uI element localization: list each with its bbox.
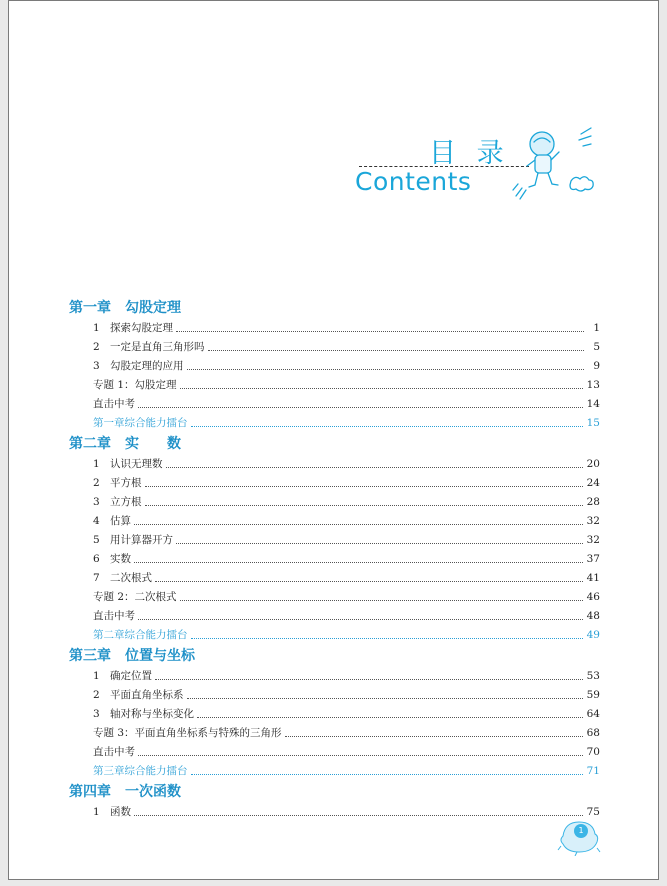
toc-entry[interactable] xyxy=(69,319,600,338)
toc-entry[interactable] xyxy=(69,338,600,357)
contents-heading xyxy=(9,1,660,221)
entry-page-number: 68 xyxy=(586,727,600,739)
entry-title: 专题 2：二次根式 xyxy=(93,591,177,603)
entry-page-number: 1 xyxy=(593,322,600,334)
entry-page-number: 13 xyxy=(586,379,600,391)
entry-title: 一定是直角三角形吗 xyxy=(110,341,205,353)
dot-leader xyxy=(180,388,583,389)
section-number: 2 xyxy=(93,689,100,701)
entry-page-number: 32 xyxy=(586,515,600,527)
entry-page-number: 32 xyxy=(586,534,600,546)
toc-entry[interactable] xyxy=(69,569,600,588)
entry-page-number: 70 xyxy=(586,746,600,758)
chapter-heading: 第三章 位置与坐标 xyxy=(69,648,195,664)
toc-entry[interactable] xyxy=(69,743,600,762)
dot-leader xyxy=(155,581,583,582)
dot-leader xyxy=(180,600,583,601)
section-number: 1 xyxy=(93,806,100,818)
dot-leader xyxy=(134,562,583,563)
section-number: 5 xyxy=(93,534,100,546)
entry-title: 探索勾股定理 xyxy=(110,322,173,334)
section-number: 7 xyxy=(93,572,100,584)
page-title: 目 录 xyxy=(429,138,510,169)
section-number: 3 xyxy=(93,360,100,372)
entry-title: 二次根式 xyxy=(110,572,152,584)
toc-entry[interactable] xyxy=(69,395,600,414)
toc-entry[interactable] xyxy=(69,531,600,550)
document-page xyxy=(8,0,659,880)
chapter-heading: 第四章 一次函数 xyxy=(69,784,181,800)
dot-leader xyxy=(197,717,583,718)
entry-title: 实数 xyxy=(110,553,131,565)
dot-leader xyxy=(208,350,585,351)
entry-title: 第三章综合能力擂台 xyxy=(93,765,188,777)
section-number: 2 xyxy=(93,341,100,353)
dot-leader xyxy=(134,815,583,816)
dot-leader xyxy=(134,524,583,525)
dot-leader xyxy=(285,736,583,737)
entry-title: 轴对称与坐标变化 xyxy=(110,708,194,720)
chapter-heading: 第二章 实 数 xyxy=(69,436,181,452)
entry-page-number: 14 xyxy=(586,398,600,410)
entry-title: 认识无理数 xyxy=(110,458,163,470)
toc-entry[interactable] xyxy=(69,762,600,781)
entry-page-number: 15 xyxy=(586,417,600,429)
entry-title: 函数 xyxy=(110,806,131,818)
entry-page-number: 46 xyxy=(586,591,600,603)
toc-entry[interactable] xyxy=(69,455,600,474)
dot-leader xyxy=(145,486,583,487)
page-number: 1 xyxy=(578,826,584,835)
entry-title: 专题 1：勾股定理 xyxy=(93,379,177,391)
section-number: 3 xyxy=(93,496,100,508)
dot-leader xyxy=(191,426,583,427)
entry-title: 第一章综合能力擂台 xyxy=(93,417,188,429)
entry-title: 勾股定理的应用 xyxy=(110,360,184,372)
toc-entry[interactable] xyxy=(69,512,600,531)
dot-leader xyxy=(187,698,583,699)
toc-entry[interactable] xyxy=(69,705,600,724)
section-number: 1 xyxy=(93,458,100,470)
toc-entry[interactable] xyxy=(69,686,600,705)
toc-entry[interactable] xyxy=(69,803,600,822)
entry-page-number: 9 xyxy=(593,360,600,372)
entry-title: 平方根 xyxy=(110,477,142,489)
section-number: 1 xyxy=(93,670,100,682)
entry-title: 估算 xyxy=(110,515,131,527)
entry-page-number: 59 xyxy=(586,689,600,701)
entry-page-number: 53 xyxy=(586,670,600,682)
entry-page-number: 64 xyxy=(586,708,600,720)
section-number: 1 xyxy=(93,322,100,334)
dot-leader xyxy=(191,638,583,639)
toc-entry[interactable] xyxy=(69,376,600,395)
dot-leader xyxy=(138,755,583,756)
toc-entry[interactable] xyxy=(69,667,600,686)
entry-title: 立方根 xyxy=(110,496,142,508)
entry-page-number: 24 xyxy=(586,477,600,489)
dot-leader xyxy=(155,679,583,680)
entry-title: 直击中考 xyxy=(93,746,135,758)
dot-leader xyxy=(166,467,583,468)
entry-page-number: 71 xyxy=(586,765,600,777)
toc-entry[interactable] xyxy=(69,493,600,512)
entry-title: 用计算器开方 xyxy=(110,534,173,546)
entry-page-number: 5 xyxy=(593,341,600,353)
entry-title: 平面直角坐标系 xyxy=(110,689,184,701)
dot-leader xyxy=(176,543,583,544)
entry-page-number: 48 xyxy=(586,610,600,622)
dot-leader xyxy=(145,505,583,506)
entry-page-number: 75 xyxy=(586,806,600,818)
toc-entry[interactable] xyxy=(69,626,600,645)
section-number: 3 xyxy=(93,708,100,720)
entry-page-number: 37 xyxy=(586,553,600,565)
entry-page-number: 49 xyxy=(586,629,600,641)
astronaut-icon xyxy=(509,126,599,206)
toc-entry[interactable] xyxy=(69,607,600,626)
entry-page-number: 20 xyxy=(586,458,600,470)
toc-entry[interactable] xyxy=(69,724,600,743)
dot-leader xyxy=(176,331,584,332)
entry-title: 直击中考 xyxy=(93,398,135,410)
toc-entry[interactable] xyxy=(69,357,600,376)
toc-entry[interactable] xyxy=(69,474,600,493)
toc-entry[interactable] xyxy=(69,550,600,569)
entry-title: 专题 3：平面直角坐标系与特殊的三角形 xyxy=(93,727,282,739)
entry-title: 确定位置 xyxy=(110,670,152,682)
entry-page-number: 28 xyxy=(586,496,600,508)
toc-entry[interactable] xyxy=(69,414,600,433)
section-number: 2 xyxy=(93,477,100,489)
entry-title: 直击中考 xyxy=(93,610,135,622)
section-number: 4 xyxy=(93,515,100,527)
entry-title: 第二章综合能力擂台 xyxy=(93,629,188,641)
page-bottom-margin xyxy=(0,880,667,886)
dot-leader xyxy=(138,619,583,620)
entry-page-number: 41 xyxy=(586,572,600,584)
dot-leader xyxy=(187,369,585,370)
dot-leader xyxy=(138,407,583,408)
chapter-heading: 第一章 勾股定理 xyxy=(69,300,181,316)
toc-entry[interactable] xyxy=(69,588,600,607)
table-of-contents xyxy=(69,297,600,822)
dot-leader xyxy=(191,774,583,775)
section-number: 6 xyxy=(93,553,100,565)
page-subtitle: Contents xyxy=(355,167,472,196)
